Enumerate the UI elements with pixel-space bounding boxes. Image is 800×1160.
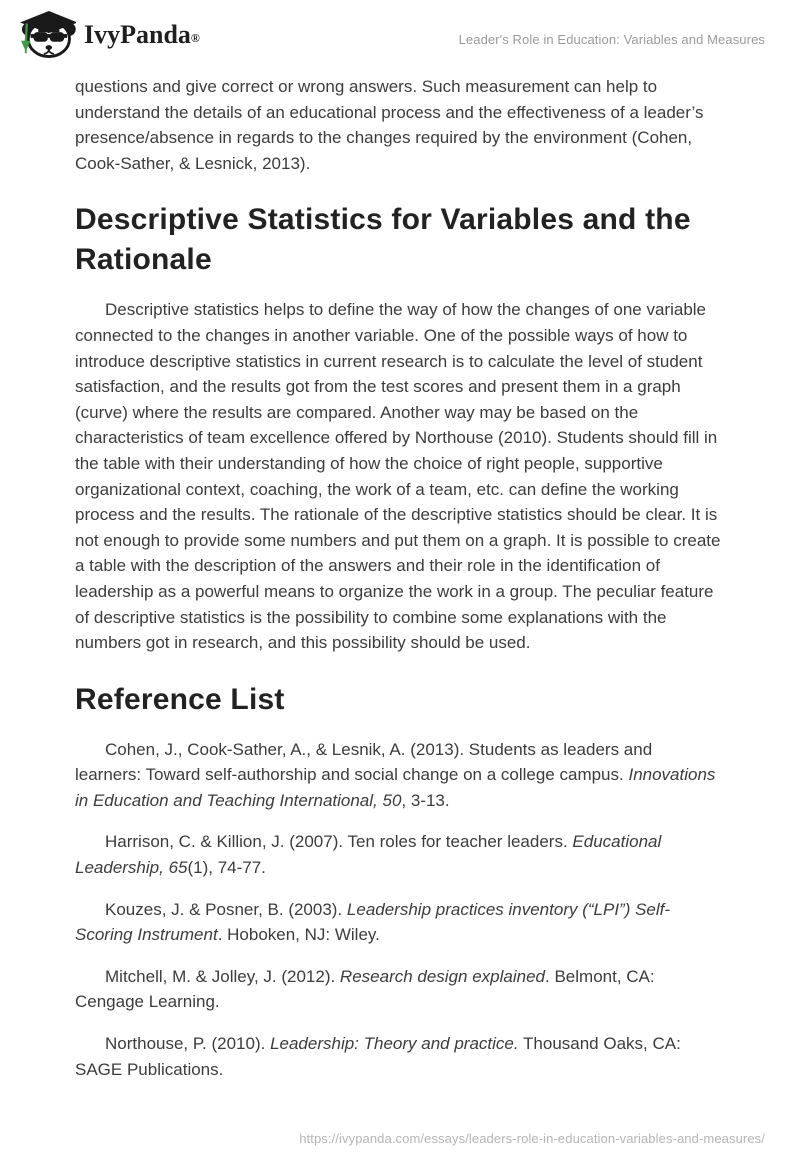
document-content [75, 0, 722, 1082]
reference-entry [75, 829, 722, 880]
reference-list [75, 737, 722, 1083]
page-footer [299, 1130, 765, 1148]
document-title: Leader's Role in Education: Variables and Measures [458, 31, 765, 47]
ivypanda-logo[interactable] [14, 11, 200, 59]
reference-entry [75, 964, 722, 1015]
registered-trademark: ® [190, 31, 200, 46]
reference-italic-segment: Leadership practices inventory (“LPI”) Self-Scoring Instrument [75, 899, 671, 945]
reference-text-segment: Kouzes, J. & Posner, B. (2003). [105, 899, 347, 919]
reference-text-segment: Thousand Oaks, CA: SAGE Publications. [75, 1034, 681, 1079]
reference-entry [75, 737, 722, 814]
reference-text-segment: . Hoboken, NJ: Wiley. [217, 925, 380, 945]
reference-text-segment: Northouse, P. (2010). [105, 1034, 271, 1054]
reference-entry [75, 1031, 722, 1082]
page-header [0, 0, 800, 62]
reference-text-segment: Cohen, J., Cook-Sather, A., & Lesnik, A. (2013). Students as leaders and learners: Toward self-authorship and social change on a college campus. [75, 739, 653, 785]
section-heading-descriptive-statistics: Descriptive Statistics for Variables and the Rationale [75, 203, 691, 277]
reference-italic-segment: Innovations in Education and Teaching International, 50 [75, 765, 716, 810]
source-url-link[interactable]: https://ivypanda.com/essays/leaders-role-in-education-variables-and-measures/ [299, 1131, 765, 1146]
reference-text-segment: , 3-13. [401, 790, 450, 810]
brand-name: IvyPanda® [84, 20, 200, 49]
panda-graduation-cap-icon [14, 11, 76, 59]
reference-entry [75, 897, 722, 948]
reference-text-segment: Mitchell, M. & Jolley, J. (2012). [105, 966, 340, 986]
reference-italic-segment: Leadership: Theory and practice. [270, 1034, 519, 1054]
reference-italic-segment: Educational Leadership, 65 [75, 832, 662, 878]
reference-text-segment: . Belmont, CA: Cengage Learning. [75, 966, 655, 1012]
reference-italic-segment: Research design explained [339, 966, 546, 986]
reference-text-segment: (1), 74-77. [187, 858, 266, 878]
reference-text-segment: Harrison, C. & Killion, J. (2007). Ten roles for teacher leaders. [105, 832, 573, 852]
section-heading-reference-list: Reference List [75, 682, 285, 716]
section-paragraph: Descriptive statistics helps to define the way of how the changes of one variable connected to the changes in another variable. One of the possible ways of how to introduce descriptive statistics in current research is to calculate the level of student satisfaction, and the results got from the test scores and present them in a graph (curve) where the results are compared. Another way may be based on the characteristics of team excellence offered by Northouse (2010). Students should fill in the table with their understanding of how the choice of right people, supportive organizational context, coaching, the work of a team, etc. can define the working process and the results. The rationale of the descriptive statistics should be clear. It is not enough to provide some numbers and put them on a graph. It is possible to create a table with the description of the answers and their role in the identification of leadership as a powerful means to organize the work in a group. The peculiar feature of descriptive statistics is the possibility to combine some explanations with the numbers got in research, and this possibility should be used. [75, 300, 721, 653]
intro-paragraph: questions and give correct or wrong answers. Such measurement can help to understand the details of an educational process and the effectiveness of a leader’s presence/absence in regards to the changes required by the environment (Cohen, Cook-Sather, & Lesnick, 2013). [75, 77, 704, 173]
